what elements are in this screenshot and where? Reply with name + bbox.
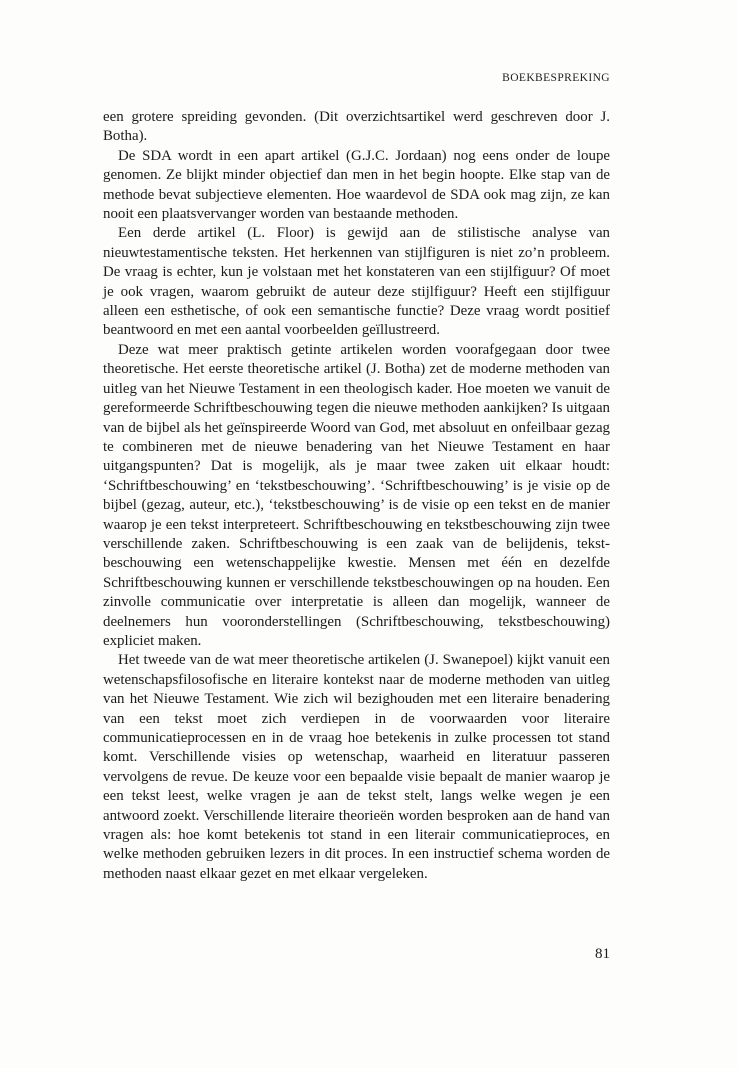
paragraph-1: een grotere spreiding gevonden. (Dit overzichtsartikel werd geschreven door J. Botha). [103, 109, 610, 145]
paragraph-5: Het tweede van de wat meer theoretische artikelen (J. Swanepoel) kijkt vanuit een wetenschapsfilosofische en literaire kontekst naar de moderne methoden van uitleg van het Nieuwe Testament. Wie zich wil bezighouden met een literaire benadering van een tekst moet zich verdiepen in de voorwaarden voor literaire communicatieprocessen en in de vraag hoe betekenis in zulke processen tot stand komt. Verschillende visies op wetenschap, waarheid en literatuur passeren vervolgens de revue. De keuze voor een bepaalde visie bepaalt de manier waarop je een tekst leest, welke vragen je aan de tekst stelt, langs welke wegen je een antwoord zoekt. Verschillende literaire theorieën worden besproken aan de hand van vragen als: hoe komt betekenis tot stand in een literair communicatieproces, en welke methoden gebruiken lezers in dit proces. In een instructief schema worden de methoden naast elkaar gezet en met elkaar vergeleken. [103, 652, 610, 882]
running-head: BOEKBESPREKING [502, 72, 610, 84]
paragraph-2: De SDA wordt in een apart artikel (G.J.C. Jordaan) nog eens onder de loupe genomen. Ze blijkt minder objectief dan men in het begin hoopte. Elke stap van de methode bevat subjectieve elementen. Hoe waardevol de SDA ook mag zijn, ze kan nooit een plaatsvervanger worden van bestaande methoden. [103, 147, 610, 223]
page-number: 81 [595, 946, 610, 962]
paragraph-3: Een derde artikel (L. Floor) is gewijd aan de stilistische analyse van nieuwtestamentische teksten. Het herkennen van stijlfiguren is niet zo’n probleem. De vraag is echter, kun je volstaan met het konstateren van een stijlfiguur? Of moet je ook vragen, waarom gebruikt de auteur deze stijlfiguur? Heeft een stijlfiguur alleen een esthetische, of ook een semantische functie? Deze vraag wordt positief beantwoord en met een aantal voorbeelden geïllustreerd. [103, 225, 610, 339]
paragraph-4: Deze wat meer praktisch getinte artikelen worden voorafgegaan door twee theoretische. Het eerste theoretische artikel (J. Botha) zet de moderne methoden van uitleg van het Nieuwe Testament in een theologisch kader. Hoe moeten we vanuit de gereformeerde Schriftbeschouwing tegen die nieuwe methoden aankijken? Is uitgaan van de bijbel als het geïnspireerde Woord van God, met absoluut en onfeilbaar gezag te combineren met de nieuwe benadering van het Nieuwe Testament en haar uitgangspunten? Dat is mogelijk, als je maar twee zaken uit elkaar houdt: ‘Schriftbeschouwing’ en ‘tekstbeschouwing’. ‘Schriftbeschouwing’ is je visie op de bijbel (gezag, auteur, etc.), ‘tekstbeschouwing’ is de visie op een tekst en de manier waarop je een tekst interpreteert. Schriftbeschouwing en tekstbeschouwing zijn twee verschillende zaken. Schriftbeschouwing is een zaak van de belijdenis, tekstbeschouwing een wetenschappelijke kwestie. Mensen met één en dezelfde Schriftbeschouwing kunnen er verschillende tekstbeschouwingen op na houden. Een zinvolle communicatie over interpretatie is alleen dan mogelijk, wanneer de deelnemers hun vooronderstellingen (Schriftbeschouwing, tekstbeschouwing) expliciet maken. [103, 341, 610, 649]
body-text [103, 108, 610, 884]
